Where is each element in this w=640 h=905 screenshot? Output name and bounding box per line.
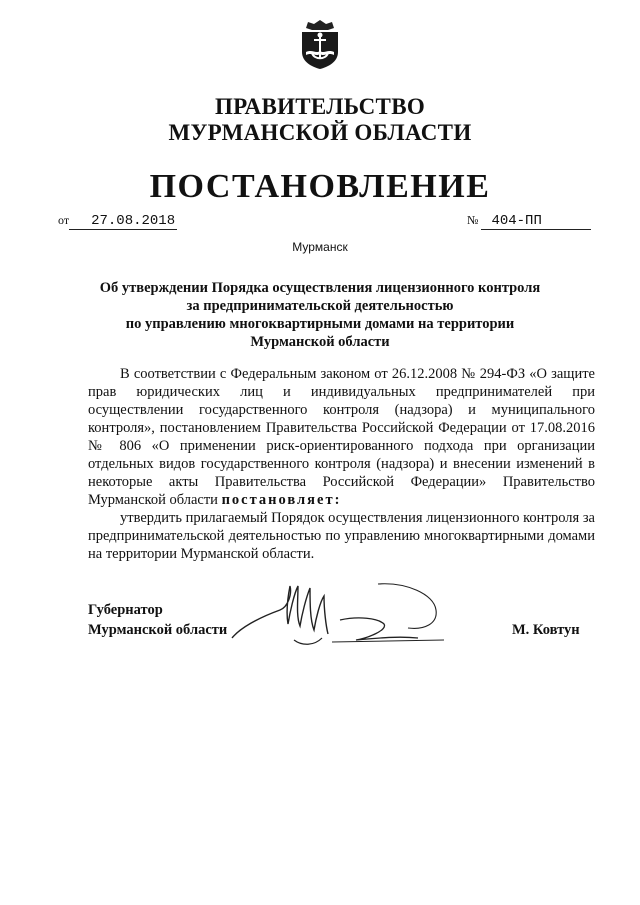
decree-word: постановляет: [221, 492, 342, 508]
signatory-title-line: Губернатор [88, 602, 163, 618]
coat-of-arms-icon [298, 18, 342, 70]
signatory-name: М. Ковтун [512, 622, 580, 638]
document-body [88, 365, 595, 563]
handwritten-signature [228, 580, 448, 655]
heading-line: за предпринимательской деятельностью [186, 298, 454, 314]
heading-line: Мурманской области [250, 334, 390, 350]
document-heading [80, 279, 560, 351]
document-date [58, 213, 177, 230]
number-value: 404-ПП [481, 214, 591, 230]
document-city: Мурманск [292, 240, 348, 254]
document-type-title: ПОСТАНОВЛЕНИЕ [149, 168, 491, 205]
signatory-title [88, 600, 227, 640]
org-name-line1: ПРАВИТЕЛЬСТВО [214, 94, 426, 119]
body-paragraph: утвердить прилагаемый Порядок осуществления лицензионного контроля за предпринимательской деятельностью по управлению многоквартирными домами на территории Мурманской области. [88, 510, 595, 562]
number-prefix: № [467, 213, 479, 227]
date-value: 27.08.2018 [69, 214, 177, 230]
preamble-text: В соответствии с Федеральным законом от 26.12.2008 № 294-ФЗ «О защите прав юридических лиц и индивидуальных предпринимателей при осуществлении государственного контроля (надзора) и муниципального контроля», постановлением Правительства Российской Федерации от 17.08.2016 № 806 «О применении риск-ориентированного подхода при организации отдельных видов государственного контроля (надзора) и внесении изменений в некоторые акты Правительства Российской Федерации» Правительство Мурманской области [88, 366, 595, 508]
document-number [467, 213, 591, 230]
body-paragraph [88, 365, 595, 509]
heading-line: Об утверждении Порядка осуществления лицензионного контроля [99, 280, 541, 296]
date-prefix: от [58, 213, 70, 227]
signatory-title-line: Мурманской области [88, 622, 228, 638]
org-name-line2: МУРМАНСКОЙ ОБЛАСТИ [168, 120, 472, 145]
heading-line: по управлению многоквартирными домами на территории [125, 316, 515, 332]
